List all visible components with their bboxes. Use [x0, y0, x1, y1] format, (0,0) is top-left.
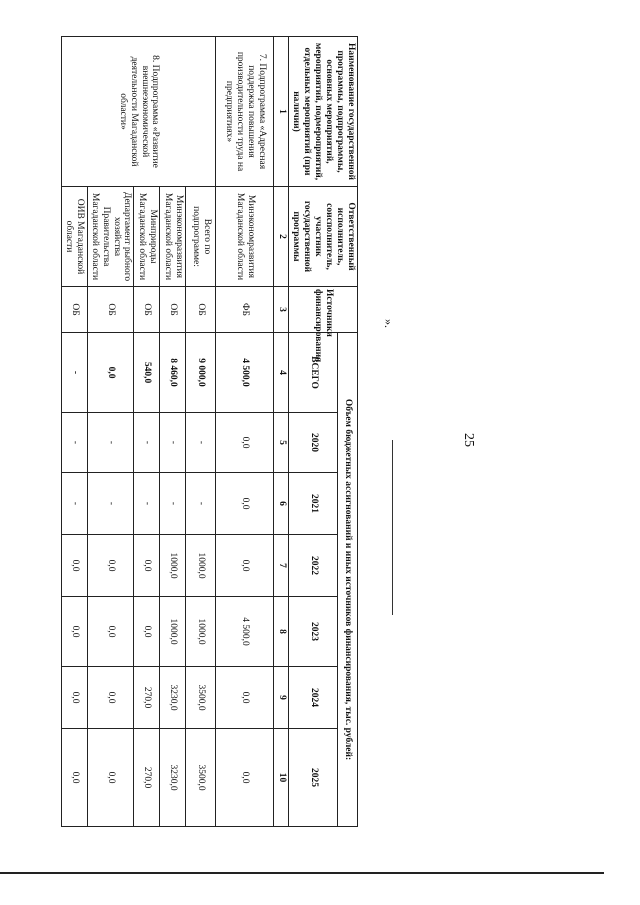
- row-responsible: ОИВ Магаданской области: [61, 187, 87, 287]
- row-total: 0,0: [87, 333, 134, 413]
- row-name: 7. Подпрограмма «Адресная поддержка повышения производительности труда на предприятиях»: [216, 37, 274, 187]
- page-number: 25: [461, 433, 476, 447]
- row-value-2020: 0,0: [216, 413, 274, 473]
- header-year: 2023: [289, 597, 338, 667]
- header-total: ВСЕГО: [289, 333, 338, 413]
- column-index: 1: [274, 37, 289, 187]
- header-year: 2022: [289, 535, 338, 597]
- financing-table-container: [58, 36, 358, 826]
- column-index: 4: [274, 333, 289, 413]
- row-value-2024: 0,0: [61, 667, 87, 729]
- header-year: 2024: [289, 667, 338, 729]
- row-value-2021: -: [160, 473, 186, 535]
- column-index: 8: [274, 597, 289, 667]
- row-value-2020: -: [160, 413, 186, 473]
- column-index: 6: [274, 473, 289, 535]
- row-value-2023: 1000,0: [160, 597, 186, 667]
- row-responsible: Всего по подпрограмме:: [186, 187, 216, 287]
- row-value-2022: 0,0: [134, 535, 160, 597]
- row-value-2023: 0,0: [61, 597, 87, 667]
- header-name: Наименование государственной программы, подпрограммы, основных мероприятий, мероприятий, подмероприятий, отдельных мероприятий (при наличии): [289, 37, 358, 187]
- table-row: [216, 37, 274, 827]
- column-index: 3: [274, 287, 289, 333]
- row-value-2025: 3230,0: [160, 729, 186, 827]
- row-value-2020: -: [186, 413, 216, 473]
- header-sources: Источники финансирования: [289, 287, 358, 333]
- row-value-2021: -: [186, 473, 216, 535]
- row-total: 4 500,0: [216, 333, 274, 413]
- row-value-2025: 0,0: [216, 729, 274, 827]
- row-value-2025: 0,0: [87, 729, 134, 827]
- row-total: 9 000,0: [186, 333, 216, 413]
- row-value-2023: 1000,0: [186, 597, 216, 667]
- column-index: 9: [274, 667, 289, 729]
- row-responsible: Минприроды Магаданской области: [134, 187, 160, 287]
- row-source: ОБ: [61, 287, 87, 333]
- row-total: 8 460,0: [160, 333, 186, 413]
- row-source: ОБ: [186, 287, 216, 333]
- row-value-2023: 0,0: [87, 597, 134, 667]
- row-value-2024: 0,0: [216, 667, 274, 729]
- row-value-2024: 3500,0: [186, 667, 216, 729]
- closing-mark: ».: [382, 319, 396, 328]
- header-responsible: Ответственный исполнитель, соисполнитель, участник государственной программы: [289, 187, 358, 287]
- row-value-2020: -: [134, 413, 160, 473]
- row-value-2020: -: [61, 413, 87, 473]
- financing-table: [61, 36, 358, 827]
- row-value-2022: 0,0: [61, 535, 87, 597]
- row-total: -: [61, 333, 87, 413]
- row-value-2021: -: [87, 473, 134, 535]
- column-index: 5: [274, 413, 289, 473]
- row-value-2022: 0,0: [216, 535, 274, 597]
- row-total: 540,0: [134, 333, 160, 413]
- header-year: 2020: [289, 413, 338, 473]
- row-value-2024: 0,0: [87, 667, 134, 729]
- signature-line: [392, 440, 393, 615]
- row-source: ОБ: [160, 287, 186, 333]
- row-value-2025: 270,0: [134, 729, 160, 827]
- row-responsible: Минэкономразвития Магаданской области: [216, 187, 274, 287]
- row-responsible: Минэкономразвития Магаданской области: [160, 187, 186, 287]
- row-name: 8. Подпрограмма «Развитие внешнеэкономической деятельности Магаданской области»: [61, 37, 216, 187]
- row-responsible: Департамент рыбного хозяйства Правительства Магаданской области: [87, 187, 134, 287]
- row-value-2022: 0,0: [87, 535, 134, 597]
- table-row: [186, 37, 216, 827]
- row-source: ФБ: [216, 287, 274, 333]
- row-value-2024: 3230,0: [160, 667, 186, 729]
- row-source: ОБ: [87, 287, 134, 333]
- row-value-2025: 3500,0: [186, 729, 216, 827]
- row-value-2024: 270,0: [134, 667, 160, 729]
- row-value-2025: 0,0: [61, 729, 87, 827]
- row-value-2021: -: [61, 473, 87, 535]
- row-value-2023: 4 500,0: [216, 597, 274, 667]
- header-year: 2025: [289, 729, 338, 827]
- row-value-2020: -: [87, 413, 134, 473]
- column-index: 10: [274, 729, 289, 827]
- row-value-2022: 1000,0: [160, 535, 186, 597]
- row-value-2021: 0,0: [216, 473, 274, 535]
- column-index: 2: [274, 187, 289, 287]
- page-bottom-rule: [0, 872, 604, 874]
- row-source: ОБ: [134, 287, 160, 333]
- row-value-2021: -: [134, 473, 160, 535]
- column-index: 7: [274, 535, 289, 597]
- header-volume: Объем бюджетных ассигнований и иных источников финансирования, тыс. рублей:: [338, 333, 358, 827]
- row-value-2023: 0,0: [134, 597, 160, 667]
- header-year: 2021: [289, 473, 338, 535]
- row-value-2022: 1000,0: [186, 535, 216, 597]
